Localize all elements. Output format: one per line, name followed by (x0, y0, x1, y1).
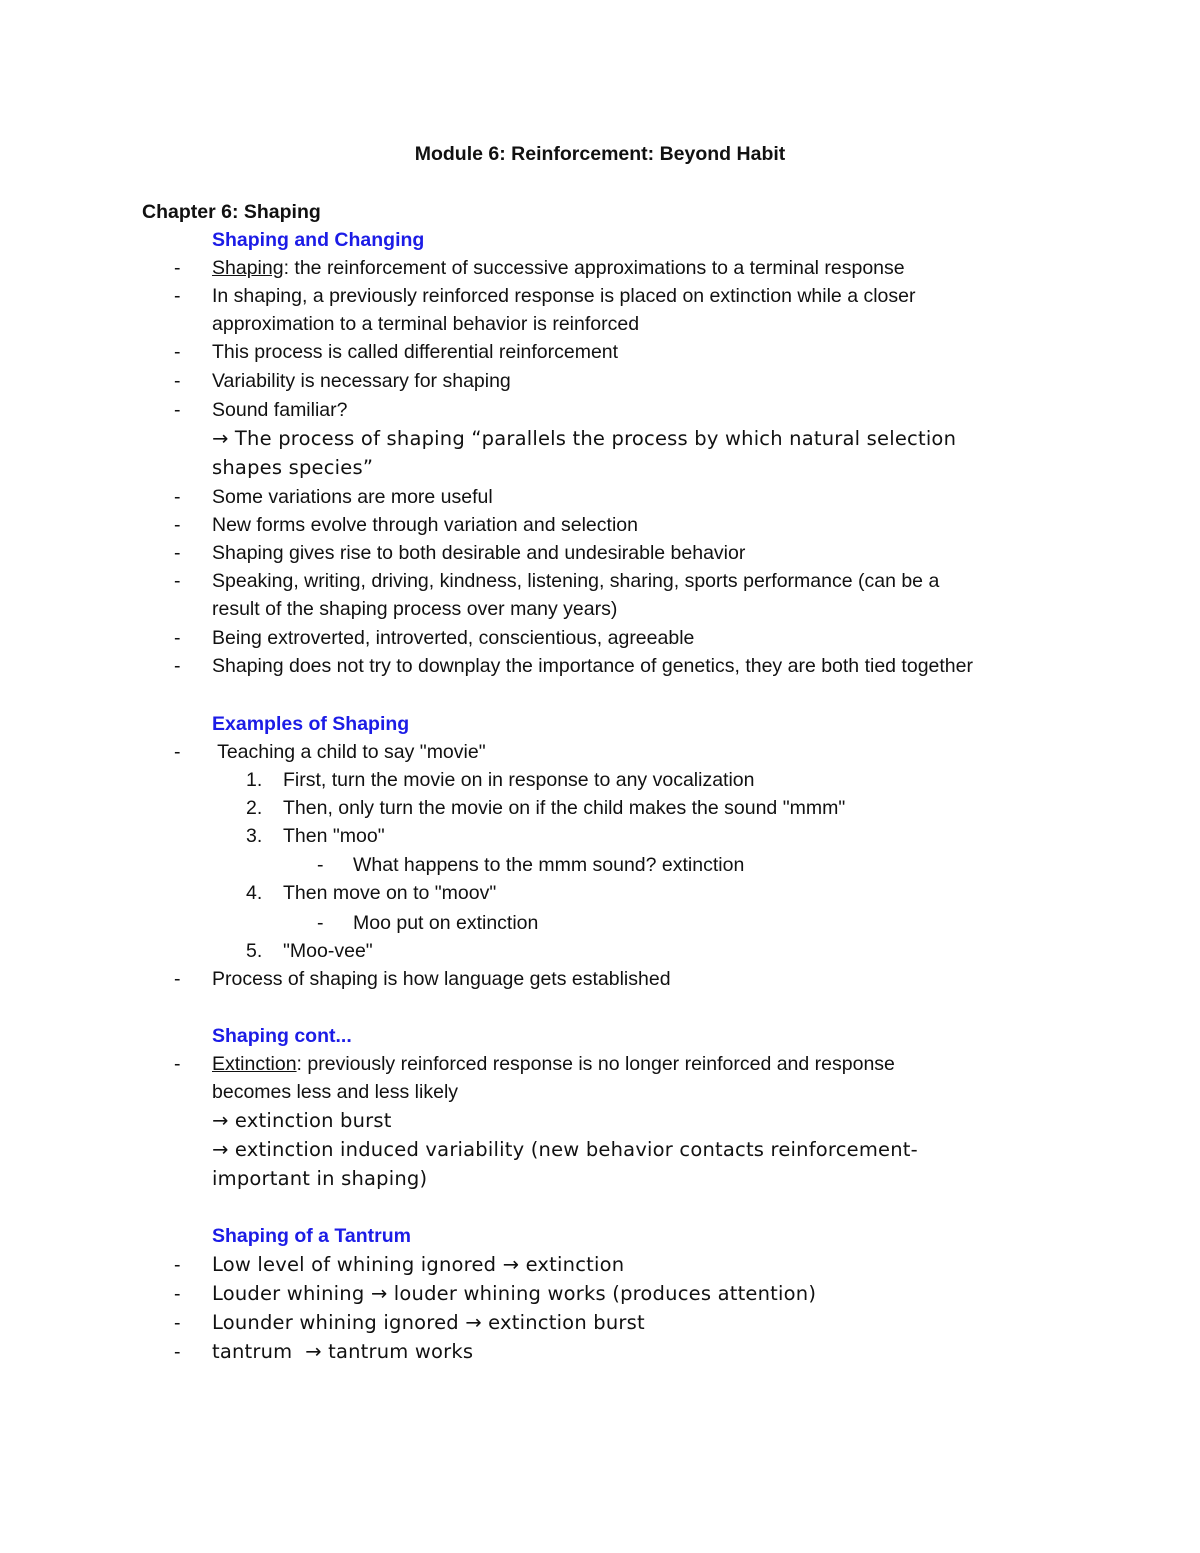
bullet-dash: - (317, 912, 324, 934)
list-item-text: Process of shaping is how language gets established (212, 968, 671, 990)
item-number: 5. (246, 940, 263, 962)
item-number: 1. (246, 769, 263, 791)
definition-text: : previously reinforced response is no longer reinforced and response (296, 1053, 895, 1075)
bullet-dash: - (174, 741, 181, 763)
item-number: 4. (246, 882, 263, 904)
section-heading-shaping-cont: Shaping cont... (212, 1025, 352, 1047)
numbered-item-text: "Moo-vee" (283, 940, 373, 962)
list-item-text: Lounder whining ignored → extinction burst (212, 1311, 645, 1334)
list-item-text: New forms evolve through variation and selection (212, 514, 638, 536)
sub-list-item-text: What happens to the mmm sound? extinction (353, 854, 745, 876)
definition-text: : the reinforcement of successive approximations to a terminal response (283, 257, 905, 279)
numbered-item-text: Then, only turn the movie on if the child makes the sound "mmm" (283, 797, 846, 819)
item-number: 3. (246, 825, 263, 847)
bullet-dash: - (174, 341, 181, 363)
list-item-text: Teaching a child to say "movie" (212, 741, 486, 763)
numbered-item-text: Then "moo" (283, 825, 385, 847)
list-item-text: becomes less and less likely (212, 1081, 459, 1103)
list-item-text: Shaping gives rise to both desirable and undesirable behavior (212, 542, 746, 564)
bullet-dash: - (174, 1312, 181, 1334)
bullet-dash: - (174, 968, 181, 990)
list-item-text: Shaping does not try to downplay the importance of genetics, they are both tied together (212, 655, 973, 677)
list-item-text: Some variations are more useful (212, 486, 493, 508)
list-item-text: Being extroverted, introverted, conscientious, agreeable (212, 627, 695, 649)
bullet-dash: - (174, 1053, 181, 1075)
list-item-text: Sound familiar? (212, 399, 348, 421)
bullet-dash: - (174, 1254, 181, 1276)
arrow-note-text: → The process of shaping “parallels the process by which natural selection (212, 427, 957, 450)
bullet-dash: - (174, 285, 181, 307)
bullet-dash: - (174, 542, 181, 564)
term-extinction: Extinction (212, 1053, 297, 1075)
list-item-text: This process is called differential reinforcement (212, 341, 619, 363)
chapter-heading: Chapter 6: Shaping (142, 201, 321, 223)
section-heading-shaping-of-a-tantrum: Shaping of a Tantrum (212, 1225, 411, 1247)
arrow-note-text: shapes species” (212, 456, 374, 479)
bullet-dash: - (174, 486, 181, 508)
list-item-text: Variability is necessary for shaping (212, 370, 511, 392)
bullet-dash: - (174, 399, 181, 421)
numbered-item-text: Then move on to "moov" (283, 882, 497, 904)
bullet-dash: - (174, 257, 181, 279)
list-item-text: Louder whining → louder whining works (produces attention) (212, 1282, 817, 1305)
list-item-text: result of the shaping process over many years) (212, 598, 618, 620)
list-item-text: In shaping, a previously reinforced response is placed on extinction while a closer (212, 285, 916, 307)
list-item-text: Low level of whining ignored → extinction (212, 1253, 625, 1276)
bullet-dash: - (174, 514, 181, 536)
bullet-dash: - (174, 1283, 181, 1305)
list-item-text: Speaking, writing, driving, kindness, listening, sharing, sports performance (can be a (212, 570, 940, 592)
bullet-dash: - (174, 627, 181, 649)
bullet-dash: - (317, 854, 324, 876)
bullet-dash: - (174, 1341, 181, 1363)
term-shaping: Shaping (212, 257, 284, 279)
arrow-note-text: → extinction induced variability (new behavior contacts reinforcement- (212, 1138, 918, 1161)
sub-list-item-text: Moo put on extinction (353, 912, 539, 934)
bullet-dash: - (174, 370, 181, 392)
section-heading-shaping-and-changing: Shaping and Changing (212, 229, 425, 251)
numbered-item-text: First, turn the movie on in response to any vocalization (283, 769, 755, 791)
section-heading-examples-of-shaping: Examples of Shaping (212, 713, 410, 735)
list-item-text: approximation to a terminal behavior is reinforced (212, 313, 640, 335)
item-number: 2. (246, 797, 263, 819)
arrow-note-text: important in shaping) (212, 1167, 428, 1190)
list-item-text: tantrum → tantrum works (212, 1340, 474, 1363)
bullet-dash: - (174, 655, 181, 677)
page-title: Module 6: Reinforcement: Beyond Habit (414, 143, 786, 165)
bullet-dash: - (174, 570, 181, 592)
arrow-note-text: → extinction burst (212, 1109, 392, 1132)
